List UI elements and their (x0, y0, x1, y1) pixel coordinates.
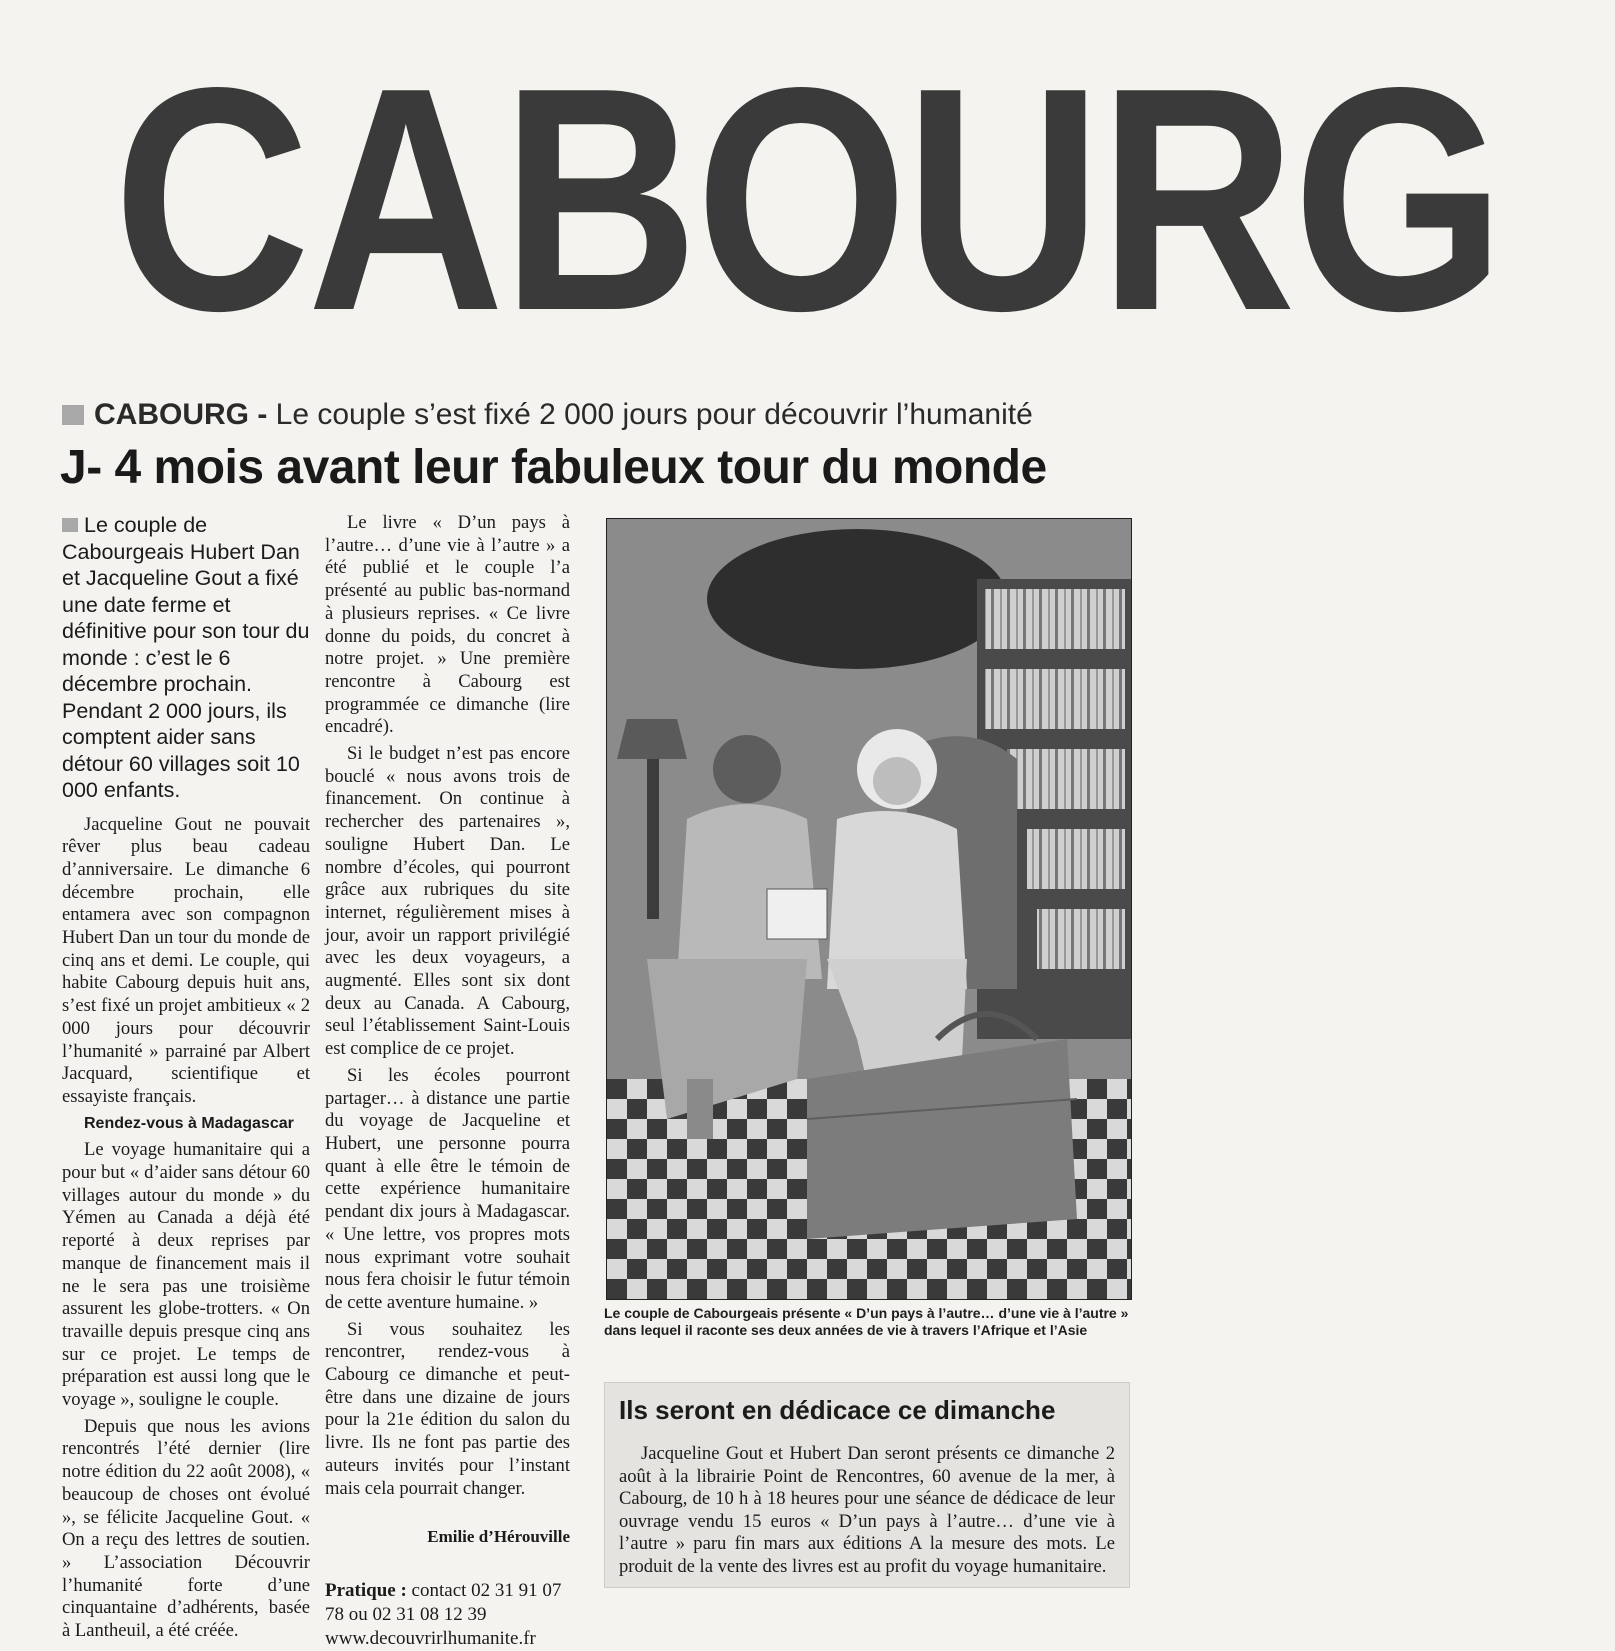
photo-caption: Le couple de Cabourgeais présente « D’un pays à l’autre… d’une vie à l’autre » dans lequel il raconte ses deux années de vie à travers l’Afrique et l’Asie (604, 1305, 1129, 1338)
practical-contact: contact 02 31 91 07 78 ou 02 31 08 12 39 (325, 1579, 562, 1625)
article-headline: J- 4 mois avant leur fabuleux tour du monde (60, 441, 1047, 494)
masthead (0, 22, 1502, 377)
kicker-text: Le couple s’est fixé 2 000 jours pour découvrir l’humanité (275, 398, 1033, 431)
article-photo (606, 518, 1132, 1300)
article-paragraph: Le livre « D’un pays à l’autre… d’une vie à l’autre » a été publié et le couple l’a présenté au public bas-normand à plusieurs reprises. « Ce livre donne du poids, du concret à notre projet. » Une première rencontre à Cabourg est programmée ce dimanche (lire encadré). (325, 512, 570, 738)
article-paragraph: Depuis que nous les avions rencontrés l’été dernier (lire notre édition du 22 août 2008), « beaucoup de choses ont évolué », se félicite Jacqueline Gout. « On a reçu des lettres de soutien. » L’association Découvrir l’humanité forte d’une cinquantaine d’adhérents, basée à Lantheuil, a été créée. (62, 1415, 310, 1642)
article-column-2 (325, 512, 570, 1651)
article-column-1 (62, 512, 310, 1643)
practical-label: Pratique : (325, 1579, 407, 1601)
kicker-place: CABOURG - (94, 398, 268, 431)
article-lead-text: Le couple de Cabourgeais Hubert Dan et Jacqueline Gout a fixé une date ferme et définitive pour son tour du monde : c’est le 6 décembre prochain. Pendant 2 000 jours, ils comptent aider sans détour 60 villages soit 10 000 enfants. (62, 513, 310, 802)
website-link[interactable]: www.decouvrirlhumanite.fr (325, 1627, 536, 1649)
photo-couple-with-book-image (607, 519, 1131, 1299)
article-paragraph: Si les écoles pourront partager… à distance une partie du voyage de Jacqueline et Hubert, une personne pourra quant à elle être le témoin de cette expérience humanitaire pendant dix jours à Madagascar. « Une lettre, vos propres mots nous exprimant votre souhait nous fera choisir le futur témoin de cette aventure humaine. » (325, 1064, 570, 1313)
sidebar-box-body: Jacqueline Gout et Hubert Dan seront présents ce dimanche 2 août à la librairie Point de Rencontres, 60 avenue de la mer, à Cabourg, de 10 h à 18 heures pour une séance de dédicace de leur ouvrage vendu 15 euros « D’un pays à l’autre… d’une vie à l’autre » paru fin mars aux éditions A la mesure des mots. Le produit de la vente des livres est au profit du voyage humanitaire. (619, 1443, 1115, 1577)
article-paragraph: Si vous souhaitez les rencontrer, rendez-vous à Cabourg ce dimanche et peut-être dans une dizaine de jours pour la 21e édition du salon du livre. Ils ne font pas partie des auteurs invités pour l’instant mais cela pourrait changer. (325, 1318, 570, 1499)
practical-info (325, 1579, 570, 1651)
sidebar-box-title: Ils seront en dédicace ce dimanche (619, 1395, 1056, 1425)
article-paragraph: Jacqueline Gout ne pouvait rêver plus beau cadeau d’anniversaire. Le dimanche 6 décembre prochain, elle entamera avec son compagnon Hubert Dan un tour du monde de cinq ans et demi. Le couple, qui habite Cabourg depuis huit ans, s’est fixé un projet ambitieux « 2 000 jours pour découvrir l’humanité » parrainé par Albert Jacquard, scientifique et essayiste français. (62, 813, 310, 1107)
masthead-title: CABOURG (113, 22, 1502, 377)
article-lead (62, 512, 310, 804)
article-signature: Emilie d’Hérouville (427, 1527, 570, 1547)
article-subhead: Rendez-vous à Madagascar (84, 1114, 294, 1132)
article-kicker (62, 393, 1142, 437)
sidebar-box (604, 1382, 1130, 1588)
article-paragraph: Le voyage humanitaire qui a pour but « d’aider sans détour 60 villages autour du monde » du Yémen au Canada a déjà été reporté à deux reprises par manque de financement mais il ne le sera pas une troisième assurent les globe-trotters. « On travaille depuis presque cinq ans sur ce projet. Le temps de préparation est aussi long que le voyage », souligne le couple. (62, 1139, 310, 1411)
bullet-square-icon (62, 405, 84, 425)
bullet-square-icon (62, 518, 78, 532)
article-paragraph: Si le budget n’est pas encore bouclé « nous avons trois de financement. On continue à rechercher des partenaires », souligne Hubert Dan. Le nombre d’écoles, qui pourront grâce aux rubriques du site internet, régulièrement mises à jour, avoir un rapport privilégié avec les deux voyageurs, a augmenté. Elles sont six dont deux au Canada. A Cabourg, seul l’établissement Saint-Louis est complice de ce projet. (325, 743, 570, 1060)
